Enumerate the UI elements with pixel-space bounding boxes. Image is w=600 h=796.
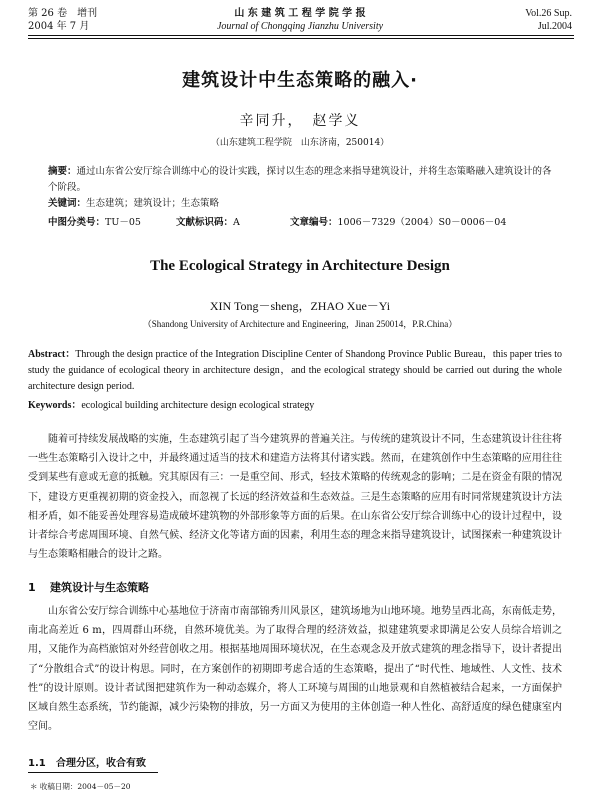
header-volume-cn: 第 26 卷 增刊: [28, 8, 98, 19]
header-journal-cn: 山 东 建 筑 工 程 学 院 学 报: [234, 8, 366, 19]
header-volume-en: Vol.26 Sup.: [525, 8, 572, 19]
abstract-en-label: Abstract：: [28, 349, 76, 360]
keywords-cn-label: 关键词：: [48, 198, 87, 209]
abstract-cn-text: 通过山东省公安厅综合训练中心的设计实践，探讨以生态的理念来指导建筑设计，并将生态策略融入建筑设计的各个阶段。: [48, 166, 552, 193]
header-rule-thin: [28, 38, 574, 39]
header-date-en: Jul.2004: [537, 21, 572, 32]
affiliation-en: （Shandong University of Architecture and Engineering，Jinan 250014，P.R.China）: [142, 319, 458, 329]
keywords-en-text: ecological building architecture design ecological strategy: [81, 400, 315, 411]
section-number: 1: [28, 581, 36, 594]
clc-value: TU－05: [105, 217, 141, 228]
clc-field: [48, 214, 141, 228]
doc-code-field: [176, 214, 240, 228]
abstract-en: [28, 347, 562, 395]
article-no-field: [290, 214, 506, 228]
footnote-received-date: ＊ 收稿日期：2004－05－20: [30, 782, 131, 791]
subsection-title: 合理分区，收合有致: [56, 758, 146, 769]
abstract-cn: [48, 164, 558, 212]
keywords-en-label: Keywords：: [28, 400, 82, 411]
abstract-en-text: Through the design practice of the Integration Discipline Center of Shandong Province Public Bureau，this paper tries to study the guidance of ecological theory in architecture design，and the ecological strategy should be carried out during the whole architecture design period.: [28, 349, 563, 392]
affiliation-cn: （山东建筑工程学院 山东济南，250014）: [210, 138, 390, 148]
subsection-heading-1-1: [28, 754, 146, 769]
authors-cn: 辛同升， 赵学义: [239, 113, 361, 129]
section-title: 建筑设计与生态策略: [50, 581, 149, 594]
doc-code-label: 文献标识码：: [176, 217, 234, 228]
section-heading-1: [28, 579, 149, 595]
keywords-en: [28, 396, 562, 411]
header-journal-en: Journal of Chongqing Jianzhu University: [216, 21, 384, 32]
header-rule: [28, 35, 574, 36]
paper-title-en: The Ecological Strategy in Architecture Design: [150, 258, 450, 274]
paper-title-cn: 建筑设计中生态策略的融入·: [182, 70, 418, 91]
article-no-label: 文章编号：: [290, 217, 338, 228]
clc-label: 中图分类号：: [48, 217, 106, 228]
body-paragraph-intro: 随着可持续发展战略的实施，生态建筑引起了当今建筑界的普遍关注。与传统的建筑设计不同，生态建筑设计往往将一些生态策略引入设计之中，并最终通过适当的技术和建造方法将其付诸实践。然而，在建筑创作中生态策略的应用往往受到某些有意或无意的抵触。究其原因有三：一是重空间、形式，轻技术策略的传统观念的影响；二是在资金有限的情况下，建设方更重视初期的资金投入，而忽视了长远的经济效益和生态效益。三是生态策略的应用有时同常规建筑设计方法相矛盾，如不能妥善处理容易造成破坏建筑物的外部形象等方面的后果。在山东省公安厅综合训练中心的设计过程中，设计者综合考虑周围环境、自然气候、经济文化等诸方面的因素，利用生态的理念来指导建筑设计，试图探索一种建筑设计与生态策略相融合的设计之路。: [28, 434, 562, 561]
footnote-rule: [28, 772, 158, 773]
article-no-value: 1006－7329（2004）S0－0006－04: [337, 217, 507, 228]
doc-code-value: A: [233, 217, 240, 228]
keywords-cn-text: 生态建筑；建筑设计；生态策略: [86, 198, 220, 209]
subsection-number: 1.1: [28, 758, 46, 769]
body-paragraph-section1: 山东省公安厅综合训练中心基地位于济南市南部锦秀川风景区，建筑场地为山地环境。地势呈西北高，东南低走势，南北高差近 6 m，四周群山环绕，自然环境优美。为了取得合理的经济效益，拟建建筑要求即满足公安人员综合培训之用，又能作为高档旅馆对外经营创收之用。根据基地周围环境状况，在生态观念及开放式建筑的理念指导下，设计者提出了“分散组合式”的设计构思。同时，在方案创作的初期即考虑合适的生态策略，提出了“时代性、地域性、人文性、技术性”的设计原则。设计者试图把建筑作为一种动态媒介，将人工环境与周围的山地景观和自然植被结合起来，一方面保护区域自然生态系统，节约能源，减少污染物的排放，另一方面又为使用的主体创造一种人性化、高舒适度的绿色健康室内空间。: [28, 606, 562, 733]
header-date-cn: 2004 年 7 月: [28, 21, 90, 32]
authors-en: XIN Tong－sheng，ZHAO Xue－Yi: [209, 299, 391, 313]
abstract-cn-label: 摘要：: [48, 166, 77, 177]
